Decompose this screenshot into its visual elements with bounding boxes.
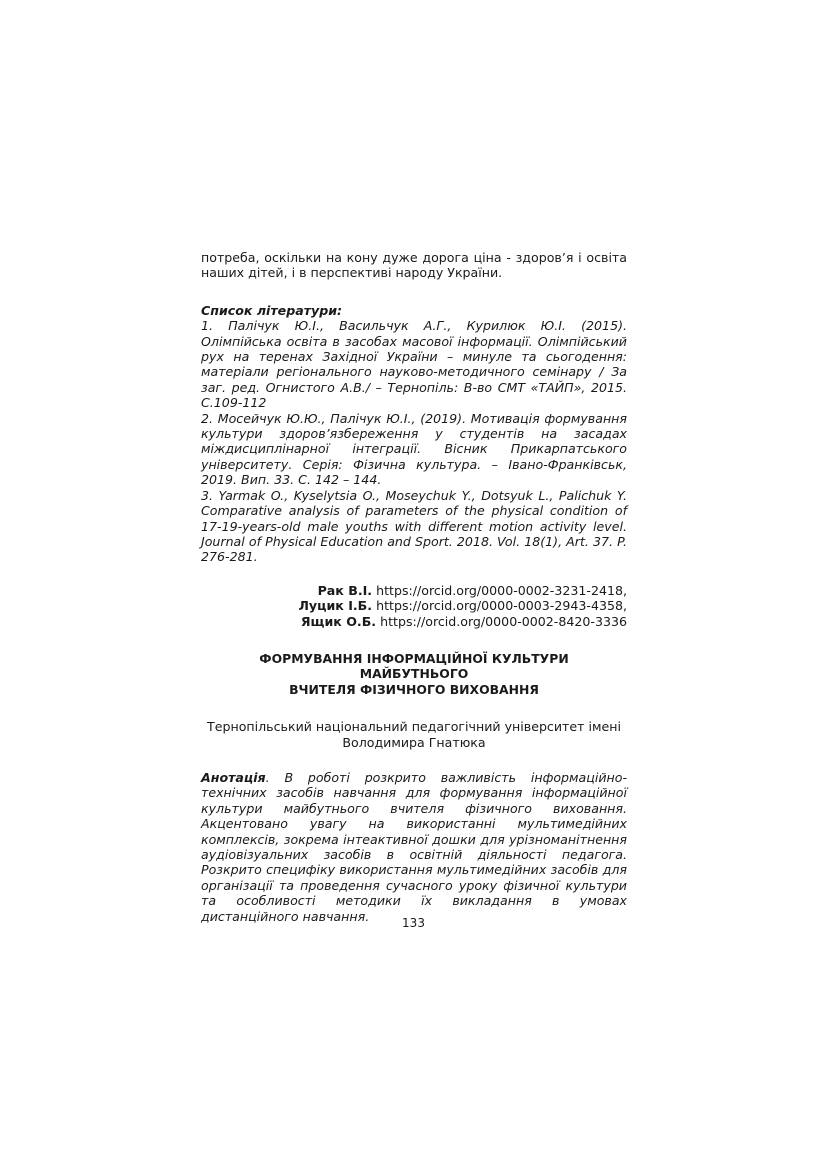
- author-name: Рак В.І.: [317, 582, 373, 598]
- article-title-line: ФОРМУВАННЯ ІНФОРМАЦІЙНОЇ КУЛЬТУРИ: [259, 650, 569, 666]
- affiliation: [201, 719, 627, 750]
- article-title-line: МАЙБУТНЬОГО: [359, 666, 469, 682]
- author-line: [201, 583, 627, 598]
- page-number: 133: [402, 916, 425, 930]
- author-orcid-link[interactable]: https://orcid.org/0000-0002-3231-2418,: [376, 582, 627, 598]
- affiliation-line: Володимира Гнатюка: [342, 734, 486, 750]
- reference-item-3: 3. Yarmak O., Kyselytsia O., Moseychuk Y., Dotsyuk L., Palichuk Y. Comparative analysis of parameters of the physical condition of 17-19-years-old male youths with different motion activity level. Journal of Physical Education and Sport. 2018. Vol. 18(1), Art. 37. P. 276-281.: [201, 487, 627, 565]
- reference-item-2: 2. Мосейчук Ю.Ю., Палічук Ю.І., (2019). Мотивація формування культури здоров’язбереження у студентів на засадах міждисциплінарної інтеграції. Вісник Прикарпатського університету. Серія: Фізична культура. – Івано-Франківськ, 2019. Вип. 33. С. 142 – 144.: [201, 410, 627, 488]
- author-line: [201, 598, 627, 613]
- authors-block: [201, 583, 627, 629]
- abstract-label: Анотація: [201, 769, 266, 785]
- reference-item-1: 1. Палічук Ю.І., Васильчук А.Г., Курилюк Ю.І. (2015). Олімпійська освіта в засобах масової інформації. Олімпійський рух на теренах Західної України – минуле та сьогодення: матеріали регіонального науково-методичного семінару / За заг. ред. Огнистого А.В./ – Тернопіль: В-во СМТ «ТАЙП», 2015. С.109-112: [201, 318, 627, 411]
- article-title: [201, 651, 627, 697]
- author-line: [201, 614, 627, 629]
- references-title: Список літератури:: [201, 302, 343, 318]
- abstract-text: . В роботі розкрито важливість інформаційно-технічних засобів навчання для формування інформаційної культури майбутнього вчителя фізичного виховання. Акцентовано увагу на використанні мультимедійних комплексів, зокрема інтеактивної дошки для урізноманітнення аудіовізуальних засобів в освітній діяльності педагога. Розкрито специфіку використання мультимедійних засобів для організації та проведення сучасного уроку фізичної культури та особливості методики їх викладання в умовах дистанційного навчання.: [201, 769, 627, 924]
- author-name: Ящик О.Б.: [300, 613, 377, 629]
- page-content: [201, 250, 627, 937]
- abstract: [201, 770, 627, 924]
- author-orcid-link[interactable]: https://orcid.org/0000-0003-2943-4358,: [376, 598, 627, 614]
- intro-paragraph: потреба, оскільки на кону дуже дорога ціна - здоров’я і освіта наших дітей, і в перспективі народу України.: [201, 250, 627, 281]
- author-name: Луцик І.Б.: [298, 598, 373, 614]
- affiliation-line: Тернопільський національний педагогічний університет імені: [207, 719, 621, 735]
- article-title-line: ВЧИТЕЛЯ ФІЗИЧНОГО ВИХОВАННЯ: [289, 681, 539, 697]
- author-orcid-link[interactable]: https://orcid.org/0000-0002-8420-3336: [380, 613, 627, 629]
